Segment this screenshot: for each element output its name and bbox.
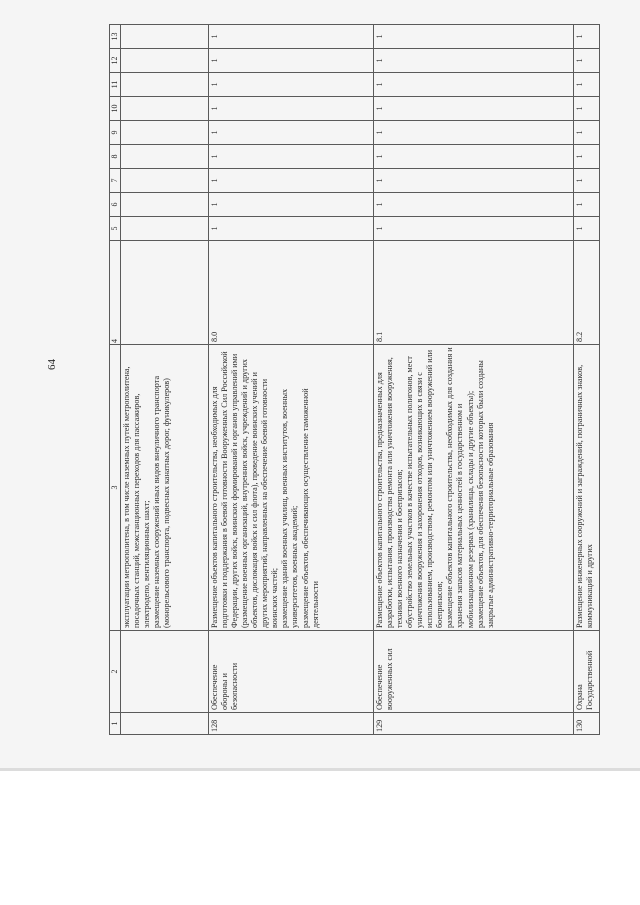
row-description	[208, 345, 373, 631]
page-number: 64	[46, 359, 58, 370]
value-cell: 1	[373, 73, 573, 97]
table-row	[208, 25, 373, 735]
value-cell: 1	[373, 193, 573, 217]
value-cell: 1	[208, 145, 373, 169]
row-number: 130	[573, 713, 599, 735]
row-code	[120, 241, 208, 345]
header-row	[110, 25, 121, 735]
value-cell: 1	[373, 97, 573, 121]
header-cell: 6	[110, 193, 121, 217]
description-line: размещение объектов, для обеспечения безопасности которых были созданы закрытые административно-территориальные образования	[475, 360, 495, 628]
row-name	[120, 631, 208, 713]
description-line: размещение наземных сооружений иных видов внеуличного транспорта (монорельсового транспорта, подвесных канатных дорог, фуникулеров)	[152, 375, 172, 628]
header-cell: 10	[110, 97, 121, 121]
value-cell	[120, 49, 208, 73]
value-cell: 1	[573, 97, 599, 121]
value-cell: 1	[373, 145, 573, 169]
header-cell: 5	[110, 217, 121, 241]
value-cell	[120, 169, 208, 193]
value-cell: 1	[208, 217, 373, 241]
value-cell: 1	[573, 25, 599, 49]
row-code: 8.0	[208, 241, 373, 345]
value-cell	[120, 121, 208, 145]
value-cell: 1	[373, 217, 573, 241]
value-cell	[120, 73, 208, 97]
value-cell: 1	[573, 49, 599, 73]
value-cell	[120, 97, 208, 121]
table-row	[120, 25, 208, 735]
table-row	[373, 25, 573, 735]
header-cell: 3	[110, 345, 121, 631]
description-line: Размещение объектов капитального строительства, предназначенных для разработки, испытания, производства ремонта или уничтожения вооружения, техники военного назначения и боеприпасов;	[374, 357, 404, 628]
description-line: размещение объектов, обеспечивающих осуществление таможенной деятельности	[300, 388, 320, 628]
value-cell: 1	[208, 169, 373, 193]
value-cell	[120, 145, 208, 169]
description-line: размещение объектов капитального строительства, необходимых для создания и хранения запасов материальных ценностей в государственном и мобилизационном резервах (хранилища, склады и другие объекты);	[445, 347, 475, 628]
row-code: 8.2	[573, 241, 599, 345]
row-name: Охрана Государственной	[573, 631, 599, 713]
rotated-table-container	[109, 25, 609, 735]
value-cell: 1	[208, 97, 373, 121]
value-cell: 1	[573, 73, 599, 97]
table-row	[573, 25, 599, 735]
row-description	[120, 345, 208, 631]
header-cell: 2	[110, 631, 121, 713]
row-description	[373, 345, 573, 631]
row-number: 128	[208, 713, 373, 735]
row-code: 8.1	[373, 241, 573, 345]
value-cell	[120, 193, 208, 217]
land-use-table	[109, 24, 600, 735]
value-cell: 1	[208, 73, 373, 97]
value-cell: 1	[373, 121, 573, 145]
value-cell: 1	[373, 169, 573, 193]
value-cell: 1	[573, 217, 599, 241]
value-cell	[120, 217, 208, 241]
description-line: размещение зданий военных училищ, военных институтов, военных университетов, военных академий;	[280, 388, 300, 628]
header-cell: 11	[110, 73, 121, 97]
value-cell: 1	[208, 193, 373, 217]
row-name: Обеспечение вооруженных сил	[373, 631, 573, 713]
value-cell: 1	[573, 145, 599, 169]
header-cell: 8	[110, 145, 121, 169]
row-number	[120, 713, 208, 735]
value-cell: 1	[373, 25, 573, 49]
row-name: Обеспечение обороны и безопасности	[208, 631, 373, 713]
value-cell	[120, 25, 208, 49]
header-cell: 4	[110, 241, 121, 345]
value-cell: 1	[208, 49, 373, 73]
value-cell: 1	[573, 193, 599, 217]
header-cell: 7	[110, 169, 121, 193]
header-cell: 12	[110, 49, 121, 73]
value-cell: 1	[208, 121, 373, 145]
value-cell: 1	[573, 121, 599, 145]
value-cell: 1	[208, 25, 373, 49]
description-line: обустройство земельных участков в качестве испытательных полигонов, мест уничтожения вооружения и захоронения отходов, возникающих в связи с использованием, производством, ремонтом или уничтожением вооружений или боеприпасов;	[405, 349, 445, 628]
header-cell: 13	[110, 25, 121, 49]
row-description	[573, 345, 599, 631]
description-line: эксплуатации метрополитена, в том числе наземных путей метрополитена, посадочных станций, межстанционных переходов для пассажиров, электродепо, вентиляционных шахт;	[121, 366, 151, 628]
value-cell: 1	[573, 169, 599, 193]
row-number: 129	[373, 713, 573, 735]
description-line: Размещение объектов капитального строительства, необходимых для подготовки и поддержания в боевой готовности Вооруженных Сил Российской Федерации, других войск, воинских формирований и органов управлений ими (размещение военных организаций, внутренних войск, учреждений и других объектов, дислокация войск и сил флота), проведение воинских учений и других мероприятий, направленных на обеспечение боевой готовности воинских частей;	[209, 351, 280, 628]
header-cell: 9	[110, 121, 121, 145]
description-line: Размещение инженерных сооружений и заграждений, пограничных знаков, коммуникаций и других	[574, 364, 594, 628]
header-cell: 1	[110, 713, 121, 735]
page-edge	[0, 768, 640, 771]
value-cell: 1	[373, 49, 573, 73]
